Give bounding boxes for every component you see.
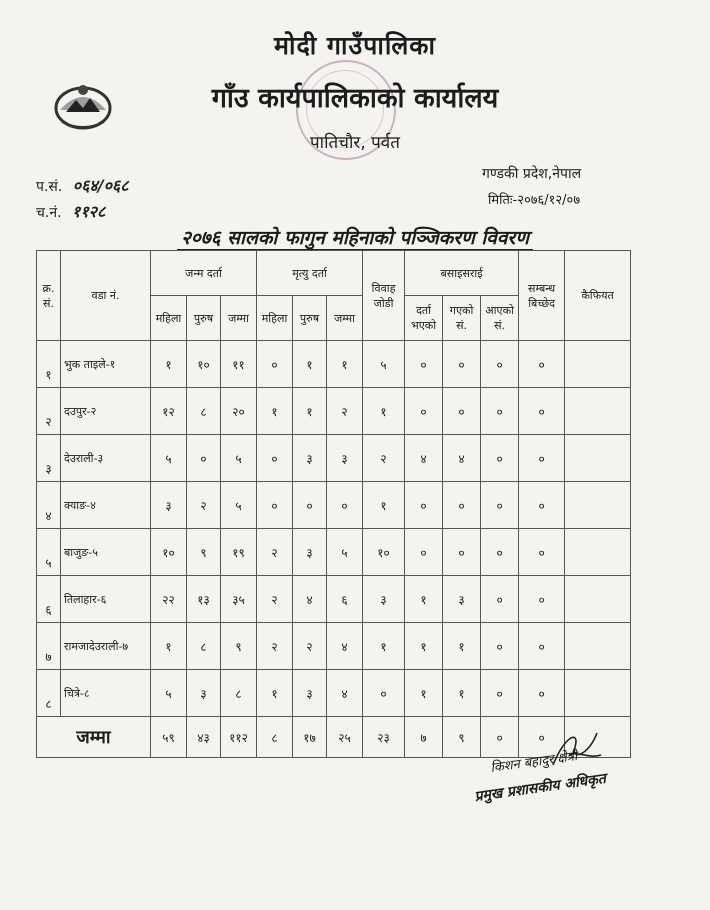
cell-birth-male: १० [187,341,221,388]
cell-death-total: ६ [327,576,363,623]
cell-birth-total: ३५ [221,576,257,623]
cell-divorce: ० [519,435,565,482]
total-death-male: १७ [293,717,327,758]
cell-birth-total: ११ [221,341,257,388]
header-migration: बसाइसराई [405,251,519,296]
cell-ward: भुक ताइले-१ [61,341,151,388]
cell-birth-total: २० [221,388,257,435]
cell-birth-female: ३ [151,482,187,529]
cell-remarks [565,341,631,388]
cell-divorce: ० [519,623,565,670]
total-divorce: ० [519,717,565,758]
cell-remarks [565,435,631,482]
letter-number-value: ०६४/०६८ [72,176,129,195]
cell-migration-entered: ० [405,482,443,529]
total-birth-male: ४३ [187,717,221,758]
cell-death-male: २ [293,623,327,670]
cell-sn: ५ [37,529,61,576]
dispatch-number-label: च.नं. [36,205,62,221]
cell-death-female: २ [257,529,293,576]
cell-ward: तिलाहार-६ [61,576,151,623]
header-migration-came: आएको सं. [481,296,519,341]
cell-migration-entered: १ [405,623,443,670]
cell-death-total: ० [327,482,363,529]
cell-death-total: ४ [327,623,363,670]
header-sn: क्र. सं. [37,251,61,341]
cell-remarks [565,623,631,670]
total-marriage: २३ [363,717,405,758]
cell-birth-male: २ [187,482,221,529]
cell-sn: ४ [37,482,61,529]
header-migration-gone: गएको सं. [443,296,481,341]
cell-birth-male: ३ [187,670,221,717]
cell-ward: बाजुङ-५ [61,529,151,576]
cell-migration-came: ० [481,435,519,482]
cell-ward: क्याङ-४ [61,482,151,529]
document-title [0,224,710,250]
cell-migration-entered: ० [405,341,443,388]
cell-death-female: २ [257,623,293,670]
cell-divorce: ० [519,388,565,435]
cell-death-female: ० [257,435,293,482]
cell-marriage: ५ [363,341,405,388]
cell-migration-gone: ४ [443,435,481,482]
cell-marriage: ३ [363,576,405,623]
total-birth-total: ११२ [221,717,257,758]
cell-ward: रामजादेउराली-७ [61,623,151,670]
table-row [37,623,631,670]
header-birth-male: पुरुष [187,296,221,341]
cell-remarks [565,529,631,576]
cell-divorce: ० [519,482,565,529]
document-title-text: २०७६ सालको फागुन महिनाको पञ्जिकरण विवरण [177,227,533,251]
cell-birth-total: १९ [221,529,257,576]
cell-ward: दउपुर-२ [61,388,151,435]
table-body [37,341,631,717]
cell-death-female: १ [257,388,293,435]
cell-death-male: ३ [293,670,327,717]
cell-migration-gone: ३ [443,576,481,623]
cell-migration-gone: १ [443,670,481,717]
header-death-female: महिला [257,296,293,341]
cell-remarks [565,670,631,717]
cell-migration-came: ० [481,388,519,435]
header-birth-total: जम्मा [221,296,257,341]
cell-birth-female: ५ [151,435,187,482]
cell-sn: २ [37,388,61,435]
total-migration-came: ० [481,717,519,758]
cell-birth-female: ५ [151,670,187,717]
cell-birth-female: १२ [151,388,187,435]
header-death-registration: मृत्यु दर्ता [257,251,363,296]
cell-death-male: ० [293,482,327,529]
cell-marriage: २ [363,435,405,482]
cell-death-total: ३ [327,435,363,482]
cell-birth-male: १३ [187,576,221,623]
cell-sn: ८ [37,670,61,717]
total-migration-entered: ७ [405,717,443,758]
cell-birth-male: ० [187,435,221,482]
cell-death-male: ४ [293,576,327,623]
cell-death-male: ३ [293,529,327,576]
signatory-designation: प्रमुख प्रशासकीय अधिकृत [473,770,607,806]
letter-number [36,174,129,196]
cell-death-female: २ [257,576,293,623]
cell-death-total: १ [327,341,363,388]
header-marriage: विवाह जोडी [363,251,405,341]
cell-birth-female: २२ [151,576,187,623]
cell-migration-gone: ० [443,388,481,435]
total-death-total: २५ [327,717,363,758]
table-row [37,388,631,435]
signatory-name: किशन बहादुर क्षेत्री [489,748,579,776]
cell-migration-came: ० [481,623,519,670]
cell-divorce: ० [519,529,565,576]
header-birth-registration: जन्म दर्ता [151,251,257,296]
municipality-name: मोदी गाउँपालिका [274,31,436,60]
header-ward: वडा नं. [61,251,151,341]
cell-death-female: १ [257,670,293,717]
cell-birth-female: १ [151,341,187,388]
province-name: गण्डकी प्रदेश,नेपाल [482,166,582,182]
cell-divorce: ० [519,341,565,388]
cell-divorce: ० [519,670,565,717]
cell-death-total: २ [327,388,363,435]
cell-divorce: ० [519,576,565,623]
office-name: गाँउ कार्यपालिकाको कार्यालय [211,83,499,114]
cell-sn: ३ [37,435,61,482]
total-migration-gone: ९ [443,717,481,758]
cell-migration-entered: ० [405,529,443,576]
cell-marriage: १० [363,529,405,576]
header-migration-entered: दर्ता भएको [405,296,443,341]
letter-number-label: प.सं. [36,179,63,195]
cell-birth-female: १ [151,623,187,670]
total-label: जम्मा [37,717,151,758]
cell-birth-total: ९ [221,623,257,670]
cell-migration-entered: ४ [405,435,443,482]
cell-remarks [565,482,631,529]
table-row [37,576,631,623]
cell-death-total: ५ [327,529,363,576]
cell-migration-came: ० [481,482,519,529]
dispatch-number [36,200,105,222]
registration-table [36,250,631,758]
cell-birth-male: ९ [187,529,221,576]
cell-sn: १ [37,341,61,388]
cell-migration-entered: १ [405,670,443,717]
total-death-female: ८ [257,717,293,758]
cell-marriage: १ [363,623,405,670]
cell-birth-total: ५ [221,435,257,482]
table-row [37,482,631,529]
cell-ward: चित्रे-८ [61,670,151,717]
cell-death-female: ० [257,341,293,388]
document-date: मितिः-२०७६/१२/०७ [488,193,581,208]
cell-migration-came: ० [481,529,519,576]
cell-remarks [565,576,631,623]
cell-death-total: ४ [327,670,363,717]
cell-migration-gone: ० [443,482,481,529]
header-death-total: जम्मा [327,296,363,341]
cell-death-male: १ [293,341,327,388]
dispatch-number-value: ११२८ [72,202,106,221]
cell-migration-came: ० [481,576,519,623]
table-row [37,435,631,482]
cell-migration-entered: १ [405,576,443,623]
cell-death-female: ० [257,482,293,529]
cell-birth-male: ८ [187,623,221,670]
cell-migration-gone: १ [443,623,481,670]
cell-sn: ७ [37,623,61,670]
cell-birth-total: ८ [221,670,257,717]
cell-birth-total: ५ [221,482,257,529]
cell-marriage: १ [363,388,405,435]
cell-marriage: १ [363,482,405,529]
cell-ward: देउराली-३ [61,435,151,482]
table-row [37,529,631,576]
office-location: पातिचौर, पर्वत [310,133,400,153]
cell-migration-came: ० [481,341,519,388]
cell-marriage: ० [363,670,405,717]
table-row [37,670,631,717]
cell-death-male: ३ [293,435,327,482]
table-row [37,341,631,388]
cell-remarks [565,388,631,435]
header-remarks: कैफियत [565,251,631,341]
header-death-male: पुरुष [293,296,327,341]
cell-birth-female: १० [151,529,187,576]
total-birth-female: ५९ [151,717,187,758]
cell-migration-entered: ० [405,388,443,435]
header-birth-female: महिला [151,296,187,341]
cell-migration-came: ० [481,670,519,717]
cell-sn: ६ [37,576,61,623]
header-divorce: सम्बन्ध बिच्छेद [519,251,565,341]
cell-death-male: १ [293,388,327,435]
cell-migration-gone: ० [443,341,481,388]
cell-migration-gone: ० [443,529,481,576]
cell-birth-male: ८ [187,388,221,435]
